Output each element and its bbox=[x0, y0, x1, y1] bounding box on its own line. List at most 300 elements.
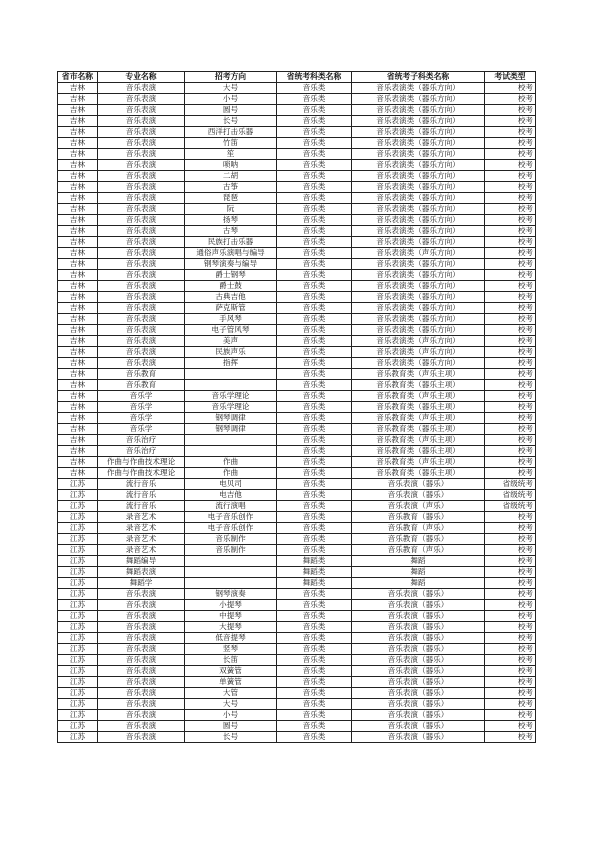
cell-direction: 西洋打击乐器 bbox=[185, 127, 277, 138]
cell-exam-type: 校考 bbox=[485, 369, 536, 380]
cell-exam-category: 音乐类 bbox=[277, 622, 352, 633]
cell-major: 音乐表演 bbox=[98, 611, 185, 622]
cell-exam-subcategory: 音乐表演类（器乐方向） bbox=[352, 237, 485, 248]
cell-exam-type: 校考 bbox=[485, 611, 536, 622]
cell-major: 音乐表演 bbox=[98, 83, 185, 94]
table-row bbox=[58, 677, 536, 688]
cell-exam-subcategory: 音乐表演类（器乐方向） bbox=[352, 314, 485, 325]
cell-exam-type: 校考 bbox=[485, 391, 536, 402]
cell-exam-type: 校考 bbox=[485, 292, 536, 303]
cell-exam-type: 校考 bbox=[485, 127, 536, 138]
table-row bbox=[58, 193, 536, 204]
table-row bbox=[58, 171, 536, 182]
cell-exam-subcategory: 音乐表演类（器乐方向） bbox=[352, 105, 485, 116]
cell-direction: 通俗声乐演唱与编导 bbox=[185, 248, 277, 259]
table-row bbox=[58, 490, 536, 501]
cell-major: 音乐表演 bbox=[98, 226, 185, 237]
cell-exam-subcategory: 音乐教育类（器乐主项） bbox=[352, 402, 485, 413]
cell-exam-subcategory: 音乐教育类（声乐主项） bbox=[352, 369, 485, 380]
cell-major: 音乐表演 bbox=[98, 182, 185, 193]
cell-exam-type: 校考 bbox=[485, 721, 536, 732]
cell-major: 音乐表演 bbox=[98, 644, 185, 655]
cell-province: 吉林 bbox=[58, 424, 98, 435]
cell-direction: 钢琴演奏与编导 bbox=[185, 259, 277, 270]
cell-major: 音乐表演 bbox=[98, 336, 185, 347]
cell-major: 音乐学 bbox=[98, 402, 185, 413]
cell-exam-category: 音乐类 bbox=[277, 688, 352, 699]
table-row bbox=[58, 391, 536, 402]
cell-direction: 圆号 bbox=[185, 721, 277, 732]
cell-direction: 大管 bbox=[185, 688, 277, 699]
cell-province: 吉林 bbox=[58, 435, 98, 446]
cell-province: 江苏 bbox=[58, 622, 98, 633]
cell-exam-type: 校考 bbox=[485, 402, 536, 413]
cell-direction: 指挥 bbox=[185, 358, 277, 369]
table-row bbox=[58, 644, 536, 655]
table-row bbox=[58, 699, 536, 710]
table-row bbox=[58, 149, 536, 160]
cell-exam-type: 校考 bbox=[485, 468, 536, 479]
cell-direction: 电贝司 bbox=[185, 479, 277, 490]
cell-direction: 音乐学理论 bbox=[185, 391, 277, 402]
cell-exam-type: 校考 bbox=[485, 303, 536, 314]
cell-direction: 圆号 bbox=[185, 105, 277, 116]
table-row bbox=[58, 479, 536, 490]
cell-exam-category: 音乐类 bbox=[277, 501, 352, 512]
cell-major: 音乐表演 bbox=[98, 677, 185, 688]
cell-direction: 电吉他 bbox=[185, 490, 277, 501]
table-row bbox=[58, 336, 536, 347]
cell-exam-category: 舞蹈类 bbox=[277, 567, 352, 578]
cell-exam-category: 音乐类 bbox=[277, 358, 352, 369]
table-body bbox=[58, 83, 536, 743]
table-row bbox=[58, 446, 536, 457]
cell-province: 吉林 bbox=[58, 204, 98, 215]
table-row bbox=[58, 314, 536, 325]
cell-province: 江苏 bbox=[58, 600, 98, 611]
cell-exam-category: 音乐类 bbox=[277, 292, 352, 303]
cell-exam-type: 校考 bbox=[485, 314, 536, 325]
cell-major: 舞蹈表演 bbox=[98, 567, 185, 578]
admissions-table bbox=[57, 71, 536, 743]
table-row bbox=[58, 248, 536, 259]
table-row bbox=[58, 292, 536, 303]
cell-province: 江苏 bbox=[58, 556, 98, 567]
cell-exam-category: 音乐类 bbox=[277, 380, 352, 391]
cell-exam-type: 校考 bbox=[485, 446, 536, 457]
cell-direction: 作曲 bbox=[185, 468, 277, 479]
cell-exam-subcategory: 音乐表演（器乐） bbox=[352, 699, 485, 710]
cell-exam-subcategory: 音乐表演（器乐） bbox=[352, 611, 485, 622]
cell-direction bbox=[185, 556, 277, 567]
cell-exam-subcategory: 音乐表演（声乐） bbox=[352, 501, 485, 512]
cell-province: 吉林 bbox=[58, 446, 98, 457]
cell-province: 吉林 bbox=[58, 171, 98, 182]
cell-exam-category: 音乐类 bbox=[277, 193, 352, 204]
cell-province: 江苏 bbox=[58, 545, 98, 556]
cell-province: 江苏 bbox=[58, 633, 98, 644]
table-row bbox=[58, 567, 536, 578]
table-row bbox=[58, 435, 536, 446]
cell-exam-type: 校考 bbox=[485, 633, 536, 644]
cell-province: 江苏 bbox=[58, 567, 98, 578]
cell-direction: 音乐制作 bbox=[185, 545, 277, 556]
cell-exam-category: 音乐类 bbox=[277, 116, 352, 127]
cell-direction: 电子音乐创作 bbox=[185, 523, 277, 534]
cell-exam-type: 校考 bbox=[485, 248, 536, 259]
table-row bbox=[58, 622, 536, 633]
cell-exam-type: 校考 bbox=[485, 83, 536, 94]
table-row bbox=[58, 512, 536, 523]
cell-exam-category: 音乐类 bbox=[277, 479, 352, 490]
cell-exam-subcategory: 音乐表演类（器乐方向） bbox=[352, 182, 485, 193]
cell-exam-type: 校考 bbox=[485, 732, 536, 743]
cell-exam-category: 音乐类 bbox=[277, 171, 352, 182]
cell-direction: 长号 bbox=[185, 116, 277, 127]
table-row bbox=[58, 138, 536, 149]
cell-exam-type: 校考 bbox=[485, 171, 536, 182]
cell-major: 音乐表演 bbox=[98, 358, 185, 369]
cell-exam-category: 音乐类 bbox=[277, 259, 352, 270]
header-direction: 招考方向 bbox=[185, 72, 277, 83]
cell-province: 吉林 bbox=[58, 127, 98, 138]
cell-exam-subcategory: 音乐表演类（器乐方向） bbox=[352, 116, 485, 127]
cell-direction bbox=[185, 380, 277, 391]
cell-major: 音乐表演 bbox=[98, 138, 185, 149]
cell-exam-subcategory: 音乐教育类（器乐主项） bbox=[352, 446, 485, 457]
cell-exam-subcategory: 音乐表演（器乐） bbox=[352, 490, 485, 501]
cell-province: 江苏 bbox=[58, 534, 98, 545]
cell-exam-category: 音乐类 bbox=[277, 402, 352, 413]
cell-direction: 竹笛 bbox=[185, 138, 277, 149]
cell-major: 流行音乐 bbox=[98, 501, 185, 512]
cell-exam-type: 校考 bbox=[485, 567, 536, 578]
cell-exam-category: 音乐类 bbox=[277, 589, 352, 600]
cell-exam-subcategory: 音乐表演（器乐） bbox=[352, 589, 485, 600]
cell-exam-category: 音乐类 bbox=[277, 710, 352, 721]
cell-major: 作曲与作曲技术理论 bbox=[98, 468, 185, 479]
cell-exam-type: 校考 bbox=[485, 688, 536, 699]
cell-major: 音乐表演 bbox=[98, 732, 185, 743]
cell-major: 音乐治疗 bbox=[98, 435, 185, 446]
cell-exam-category: 音乐类 bbox=[277, 314, 352, 325]
cell-exam-category: 音乐类 bbox=[277, 600, 352, 611]
cell-exam-type: 校考 bbox=[485, 534, 536, 545]
cell-major: 舞蹈学 bbox=[98, 578, 185, 589]
cell-exam-type: 校考 bbox=[485, 358, 536, 369]
cell-exam-category: 音乐类 bbox=[277, 732, 352, 743]
table-row bbox=[58, 83, 536, 94]
cell-province: 吉林 bbox=[58, 281, 98, 292]
cell-exam-subcategory: 音乐表演类（器乐方向） bbox=[352, 149, 485, 160]
table-row bbox=[58, 182, 536, 193]
cell-direction: 单簧管 bbox=[185, 677, 277, 688]
cell-major: 音乐表演 bbox=[98, 149, 185, 160]
cell-exam-category: 舞蹈类 bbox=[277, 556, 352, 567]
cell-major: 音乐表演 bbox=[98, 248, 185, 259]
cell-direction: 电子管风琴 bbox=[185, 325, 277, 336]
cell-exam-category: 音乐类 bbox=[277, 325, 352, 336]
cell-exam-category: 音乐类 bbox=[277, 127, 352, 138]
cell-exam-subcategory: 音乐表演（器乐） bbox=[352, 688, 485, 699]
cell-exam-category: 音乐类 bbox=[277, 391, 352, 402]
cell-exam-subcategory: 音乐表演类（器乐方向） bbox=[352, 138, 485, 149]
cell-exam-type: 校考 bbox=[485, 699, 536, 710]
cell-exam-type: 校考 bbox=[485, 204, 536, 215]
cell-province: 江苏 bbox=[58, 578, 98, 589]
cell-exam-category: 音乐类 bbox=[277, 138, 352, 149]
cell-direction: 民族声乐 bbox=[185, 347, 277, 358]
cell-direction: 爵士钢琴 bbox=[185, 270, 277, 281]
cell-province: 江苏 bbox=[58, 490, 98, 501]
cell-direction: 古琴 bbox=[185, 226, 277, 237]
table-row bbox=[58, 501, 536, 512]
table-row bbox=[58, 215, 536, 226]
cell-major: 音乐表演 bbox=[98, 314, 185, 325]
cell-exam-type: 校考 bbox=[485, 138, 536, 149]
cell-major: 音乐表演 bbox=[98, 655, 185, 666]
cell-major: 音乐表演 bbox=[98, 589, 185, 600]
cell-major: 音乐表演 bbox=[98, 105, 185, 116]
cell-province: 吉林 bbox=[58, 226, 98, 237]
cell-direction: 小提琴 bbox=[185, 600, 277, 611]
cell-direction: 民族打击乐器 bbox=[185, 237, 277, 248]
cell-exam-category: 音乐类 bbox=[277, 633, 352, 644]
cell-exam-type: 校考 bbox=[485, 237, 536, 248]
cell-exam-category: 音乐类 bbox=[277, 457, 352, 468]
cell-major: 流行音乐 bbox=[98, 490, 185, 501]
cell-direction: 钢琴演奏 bbox=[185, 589, 277, 600]
cell-exam-subcategory: 音乐表演类（器乐方向） bbox=[352, 193, 485, 204]
cell-exam-type: 校考 bbox=[485, 655, 536, 666]
cell-exam-category: 音乐类 bbox=[277, 446, 352, 457]
cell-province: 吉林 bbox=[58, 369, 98, 380]
cell-direction: 扬琴 bbox=[185, 215, 277, 226]
cell-exam-subcategory: 音乐教育类（器乐主项） bbox=[352, 424, 485, 435]
table-row bbox=[58, 347, 536, 358]
cell-major: 音乐表演 bbox=[98, 699, 185, 710]
cell-exam-category: 舞蹈类 bbox=[277, 578, 352, 589]
cell-exam-subcategory: 音乐表演类（声乐方向） bbox=[352, 347, 485, 358]
cell-province: 吉林 bbox=[58, 160, 98, 171]
table-row bbox=[58, 105, 536, 116]
cell-exam-subcategory: 音乐表演类（器乐方向） bbox=[352, 270, 485, 281]
cell-direction: 琵琶 bbox=[185, 193, 277, 204]
cell-major: 音乐学 bbox=[98, 424, 185, 435]
cell-exam-type: 校考 bbox=[485, 215, 536, 226]
cell-exam-category: 音乐类 bbox=[277, 336, 352, 347]
cell-exam-category: 音乐类 bbox=[277, 611, 352, 622]
cell-exam-subcategory: 音乐表演类（器乐方向） bbox=[352, 127, 485, 138]
cell-major: 音乐表演 bbox=[98, 171, 185, 182]
cell-exam-category: 音乐类 bbox=[277, 149, 352, 160]
table-row bbox=[58, 534, 536, 545]
cell-province: 江苏 bbox=[58, 512, 98, 523]
table-row bbox=[58, 94, 536, 105]
cell-exam-type: 校考 bbox=[485, 226, 536, 237]
cell-major: 音乐表演 bbox=[98, 710, 185, 721]
table-row bbox=[58, 600, 536, 611]
cell-major: 音乐表演 bbox=[98, 600, 185, 611]
cell-exam-category: 音乐类 bbox=[277, 523, 352, 534]
cell-exam-type: 校考 bbox=[485, 457, 536, 468]
cell-province: 吉林 bbox=[58, 270, 98, 281]
table-row bbox=[58, 369, 536, 380]
cell-exam-type: 省级统考 bbox=[485, 479, 536, 490]
cell-direction: 大提琴 bbox=[185, 622, 277, 633]
cell-province: 吉林 bbox=[58, 380, 98, 391]
cell-exam-category: 音乐类 bbox=[277, 435, 352, 446]
table-row bbox=[58, 468, 536, 479]
cell-province: 吉林 bbox=[58, 215, 98, 226]
cell-province: 吉林 bbox=[58, 325, 98, 336]
cell-exam-subcategory: 音乐表演类（器乐方向） bbox=[352, 226, 485, 237]
cell-exam-category: 音乐类 bbox=[277, 182, 352, 193]
cell-direction: 双簧管 bbox=[185, 666, 277, 677]
cell-exam-category: 音乐类 bbox=[277, 204, 352, 215]
cell-direction: 大号 bbox=[185, 83, 277, 94]
cell-exam-category: 音乐类 bbox=[277, 413, 352, 424]
cell-exam-subcategory: 音乐表演类（器乐方向） bbox=[352, 325, 485, 336]
cell-exam-subcategory: 音乐教育（声乐） bbox=[352, 523, 485, 534]
cell-direction: 长号 bbox=[185, 732, 277, 743]
cell-exam-subcategory: 音乐教育类（器乐主项） bbox=[352, 380, 485, 391]
header-exam-subcategory: 省统考子科类名称 bbox=[352, 72, 485, 83]
cell-direction: 作曲 bbox=[185, 457, 277, 468]
cell-exam-subcategory: 音乐表演（器乐） bbox=[352, 479, 485, 490]
cell-major: 录音艺术 bbox=[98, 545, 185, 556]
cell-province: 吉林 bbox=[58, 237, 98, 248]
cell-exam-subcategory: 舞蹈 bbox=[352, 556, 485, 567]
table-row bbox=[58, 281, 536, 292]
cell-exam-category: 音乐类 bbox=[277, 347, 352, 358]
cell-province: 江苏 bbox=[58, 523, 98, 534]
cell-major: 音乐表演 bbox=[98, 259, 185, 270]
cell-exam-subcategory: 音乐表演（器乐） bbox=[352, 633, 485, 644]
cell-province: 江苏 bbox=[58, 611, 98, 622]
cell-exam-type: 校考 bbox=[485, 116, 536, 127]
table-row bbox=[58, 710, 536, 721]
cell-major: 音乐教育 bbox=[98, 369, 185, 380]
cell-exam-type: 校考 bbox=[485, 347, 536, 358]
cell-province: 吉林 bbox=[58, 303, 98, 314]
cell-major: 音乐表演 bbox=[98, 270, 185, 281]
table-row bbox=[58, 721, 536, 732]
table-row bbox=[58, 237, 536, 248]
cell-major: 音乐表演 bbox=[98, 721, 185, 732]
cell-exam-category: 音乐类 bbox=[277, 215, 352, 226]
cell-major: 流行音乐 bbox=[98, 479, 185, 490]
cell-exam-category: 音乐类 bbox=[277, 105, 352, 116]
cell-exam-category: 音乐类 bbox=[277, 237, 352, 248]
cell-major: 音乐表演 bbox=[98, 116, 185, 127]
cell-exam-category: 音乐类 bbox=[277, 468, 352, 479]
cell-major: 舞蹈编导 bbox=[98, 556, 185, 567]
cell-major: 音乐表演 bbox=[98, 633, 185, 644]
cell-exam-type: 校考 bbox=[485, 424, 536, 435]
cell-exam-subcategory: 音乐表演（器乐） bbox=[352, 600, 485, 611]
cell-direction: 唢呐 bbox=[185, 160, 277, 171]
cell-province: 吉林 bbox=[58, 391, 98, 402]
table-row bbox=[58, 589, 536, 600]
cell-exam-subcategory: 音乐表演（器乐） bbox=[352, 677, 485, 688]
table-row bbox=[58, 325, 536, 336]
cell-exam-category: 音乐类 bbox=[277, 248, 352, 259]
table-row bbox=[58, 424, 536, 435]
cell-direction: 笙 bbox=[185, 149, 277, 160]
cell-exam-type: 校考 bbox=[485, 710, 536, 721]
cell-direction: 音乐学理论 bbox=[185, 402, 277, 413]
table-row bbox=[58, 545, 536, 556]
cell-province: 江苏 bbox=[58, 644, 98, 655]
cell-major: 音乐表演 bbox=[98, 303, 185, 314]
header-exam-type: 考试类型 bbox=[485, 72, 536, 83]
table-row bbox=[58, 127, 536, 138]
cell-exam-type: 校考 bbox=[485, 435, 536, 446]
cell-major: 音乐教育 bbox=[98, 380, 185, 391]
cell-exam-type: 省级统考 bbox=[485, 501, 536, 512]
cell-province: 江苏 bbox=[58, 479, 98, 490]
cell-exam-category: 音乐类 bbox=[277, 644, 352, 655]
cell-exam-subcategory: 音乐表演（器乐） bbox=[352, 710, 485, 721]
cell-major: 音乐表演 bbox=[98, 94, 185, 105]
cell-major: 音乐表演 bbox=[98, 127, 185, 138]
table-row bbox=[58, 666, 536, 677]
cell-exam-subcategory: 音乐表演类（器乐方向） bbox=[352, 292, 485, 303]
cell-direction bbox=[185, 435, 277, 446]
cell-exam-category: 音乐类 bbox=[277, 226, 352, 237]
cell-exam-subcategory: 音乐表演（器乐） bbox=[352, 666, 485, 677]
cell-direction: 爵士鼓 bbox=[185, 281, 277, 292]
cell-exam-type: 校考 bbox=[485, 413, 536, 424]
cell-exam-subcategory: 音乐教育类（声乐主项） bbox=[352, 435, 485, 446]
cell-exam-type: 校考 bbox=[485, 589, 536, 600]
cell-province: 江苏 bbox=[58, 710, 98, 721]
cell-exam-subcategory: 舞蹈 bbox=[352, 578, 485, 589]
table-row bbox=[58, 578, 536, 589]
cell-exam-category: 音乐类 bbox=[277, 534, 352, 545]
cell-province: 吉林 bbox=[58, 402, 98, 413]
cell-exam-subcategory: 音乐表演类（声乐方向） bbox=[352, 248, 485, 259]
table-row bbox=[58, 303, 536, 314]
cell-major: 音乐治疗 bbox=[98, 446, 185, 457]
cell-major: 音乐表演 bbox=[98, 688, 185, 699]
table-row bbox=[58, 116, 536, 127]
cell-province: 吉林 bbox=[58, 193, 98, 204]
cell-direction: 钢琴调律 bbox=[185, 413, 277, 424]
cell-major: 录音艺术 bbox=[98, 534, 185, 545]
cell-province: 吉林 bbox=[58, 94, 98, 105]
cell-exam-subcategory: 音乐教育类（声乐主项） bbox=[352, 391, 485, 402]
cell-exam-type: 校考 bbox=[485, 578, 536, 589]
cell-direction: 古筝 bbox=[185, 182, 277, 193]
cell-exam-type: 校考 bbox=[485, 281, 536, 292]
table-row bbox=[58, 270, 536, 281]
cell-exam-category: 音乐类 bbox=[277, 281, 352, 292]
cell-major: 音乐表演 bbox=[98, 281, 185, 292]
cell-province: 吉林 bbox=[58, 413, 98, 424]
cell-direction: 萨克斯管 bbox=[185, 303, 277, 314]
cell-exam-subcategory: 音乐教育（声乐） bbox=[352, 545, 485, 556]
cell-direction: 美声 bbox=[185, 336, 277, 347]
cell-exam-category: 音乐类 bbox=[277, 160, 352, 171]
cell-exam-type: 校考 bbox=[485, 160, 536, 171]
cell-direction bbox=[185, 369, 277, 380]
cell-province: 江苏 bbox=[58, 721, 98, 732]
cell-exam-subcategory: 音乐表演类（器乐方向） bbox=[352, 83, 485, 94]
cell-exam-type: 校考 bbox=[485, 105, 536, 116]
cell-exam-type: 校考 bbox=[485, 336, 536, 347]
